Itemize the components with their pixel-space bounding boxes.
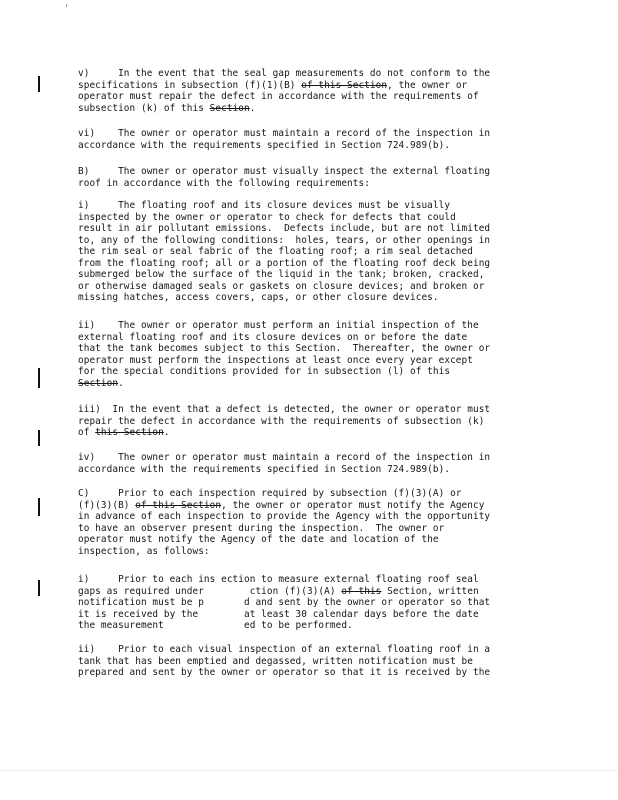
text-line: [78, 320, 540, 332]
text-line: [78, 404, 540, 416]
text-line: [78, 644, 540, 656]
text-line: [78, 488, 540, 500]
revision-bar: [38, 498, 40, 516]
text-run: i) The floating roof and its closure devices must be visually: [78, 200, 451, 211]
text-line: [78, 523, 540, 535]
text-line: [78, 546, 540, 558]
text-line: [78, 464, 540, 476]
text-run: for the special conditions provided for in subsection (l) of this: [78, 366, 456, 378]
text-line: [78, 178, 540, 190]
paragraph-iv-record-keeping: [78, 452, 540, 475]
text-run: in advance of each inspection to provide the Agency with the opportunity: [78, 511, 491, 523]
text-line: [78, 246, 540, 258]
text-run: operator must notify the Agency of the date and location of the: [78, 534, 439, 546]
text-run: repair the defect in accordance with the requirements of subsection (k): [78, 415, 491, 427]
text-run: result in air pollutant emissions. Defects include, but are not limited: [78, 223, 491, 235]
text-line: [78, 80, 540, 92]
text-run: .: [118, 377, 124, 389]
text-run: notification must be p d and sent by the owner or operator so that: [78, 597, 491, 609]
text-run: specifications in subsection (f)(1)(B): [78, 79, 302, 91]
text-run: iv) The owner or operator must maintain a record of the inspection in: [78, 452, 491, 463]
text-run: external floating roof and its closure devices on or before the date: [78, 331, 468, 343]
text-line: [78, 103, 540, 115]
text-line: [78, 91, 540, 103]
text-line: [78, 68, 540, 80]
scan-speck: [66, 4, 67, 7]
text-run: B) The owner or operator must visually inspect the external floating: [78, 166, 491, 177]
text-run: it is received by the at least 30 calendar days before the date: [78, 608, 479, 620]
text-run: subsection (k) of this: [78, 102, 210, 114]
text-run: the rim seal or seal fabric of the floating roof; a rim seal detached: [78, 246, 473, 258]
text-run: inspection, as follows:: [78, 545, 210, 557]
text-run: i) Prior to each ins ection to measure external floating roof seal: [78, 574, 479, 585]
text-run: inspected by the owner or operator to check for defects that could: [78, 211, 456, 223]
text-run: Section, written: [381, 585, 479, 597]
text-line: [78, 269, 540, 281]
revision-bar: [38, 76, 40, 92]
text-line: [78, 200, 540, 212]
text-line: [78, 366, 540, 378]
text-run: (f)(3)(B): [78, 499, 136, 511]
text-line: [78, 452, 540, 464]
text-line: [78, 128, 540, 140]
text-line: [78, 609, 540, 621]
revision-bar: [38, 580, 40, 596]
struck-text: of this Section: [135, 499, 222, 511]
struck-text: of this: [341, 585, 382, 597]
struck-text: Section: [78, 377, 119, 389]
text-line: [78, 534, 540, 546]
revision-bar: [38, 430, 40, 446]
paragraph-iii-defect-repair: [78, 404, 540, 439]
text-run: or otherwise damaged seals or gaskets on closure devices; and broken or: [78, 280, 485, 292]
text-run: operator must perform the inspections at least once every year except: [78, 354, 473, 366]
text-line: [78, 292, 540, 304]
text-run: to have an observer present during the inspection. The owner or: [78, 522, 445, 534]
text-line: [78, 511, 540, 523]
struck-text: this Section: [95, 427, 164, 439]
text-line: [78, 281, 540, 293]
paragraph-i-floating-roof-defects: [78, 200, 540, 304]
text-line: [78, 656, 540, 668]
revision-bar: [38, 368, 40, 388]
text-run: submerged below the surface of the liquid in the tank; broken, cracked,: [78, 269, 485, 281]
paragraph-B-visual-inspection: [78, 166, 540, 189]
text-line: [78, 667, 540, 679]
struck-text: of this Section: [301, 79, 388, 91]
text-line: [78, 223, 540, 235]
text-run: tank that has been emptied and degassed, written notification must be: [78, 655, 473, 667]
paragraph-i-seal-gap-notification: [78, 574, 540, 632]
text-line: [78, 378, 540, 390]
text-line: [78, 258, 540, 270]
text-run: that the tank becomes subject to this Section. Thereafter, the owner or: [78, 343, 491, 355]
paragraph-ii-initial-inspection: [78, 320, 540, 389]
text-run: vi) The owner or operator must maintain a record of the inspection in: [78, 128, 491, 139]
text-line: [78, 620, 540, 632]
text-run: roof in accordance with the following requirements:: [78, 177, 370, 189]
text-run: , the owner or: [387, 79, 468, 91]
text-line: [78, 355, 540, 367]
text-run: to, any of the following conditions: holes, tears, or other openings in: [78, 234, 491, 246]
text-line: [78, 500, 540, 512]
text-line: [78, 343, 540, 355]
paragraph-C-agency-notification: [78, 488, 540, 557]
text-line: [78, 212, 540, 224]
text-run: gaps as required under ction (f)(3)(A): [78, 585, 342, 597]
text-line: [78, 235, 540, 247]
text-line: [78, 427, 540, 439]
text-run: the measurement ed to be performed.: [78, 620, 353, 632]
text-run: .: [249, 102, 256, 114]
text-line: [78, 166, 540, 178]
text-run: ii) Prior to each visual inspection of an external floating roof in a: [78, 644, 491, 655]
text-run: ii) The owner or operator must perform an initial inspection of the: [78, 320, 479, 331]
text-run: accordance with the requirements specified in Section 724.989(b).: [78, 463, 451, 475]
text-line: [78, 586, 540, 598]
text-run: of: [78, 427, 96, 439]
text-line: [78, 597, 540, 609]
text-run: from the floating roof; all or a portion of the floating roof deck being: [78, 257, 491, 269]
text-line: [78, 332, 540, 344]
text-run: accordance with the requirements specified in Section 724.989(b).: [78, 139, 451, 151]
paragraph-v-seal-gap-repair: [78, 68, 540, 114]
text-run: v) In the event that the seal gap measurements do not conform to the: [78, 68, 491, 79]
text-run: , the owner or operator must notify the Agency: [221, 499, 485, 511]
text-run: prepared and sent by the owner or operator so that it is received by the: [78, 667, 491, 679]
text-line: [78, 416, 540, 428]
text-run: iii) In the event that a defect is detected, the owner or operator must: [78, 404, 491, 415]
text-line: [78, 574, 540, 586]
struck-text: Section: [209, 102, 250, 114]
text-run: missing hatches, access covers, caps, or other closure devices.: [78, 292, 439, 304]
text-run: operator must repair the defect in accordance with the requirements of: [78, 91, 479, 103]
paragraph-ii-visual-notification: [78, 644, 540, 679]
text-run: C) Prior to each inspection required by subsection (f)(3)(A) or: [78, 488, 462, 499]
paragraph-vi-record-keeping: [78, 128, 540, 151]
text-run: .: [163, 427, 170, 439]
scan-edge: [0, 770, 618, 771]
text-line: [78, 140, 540, 152]
